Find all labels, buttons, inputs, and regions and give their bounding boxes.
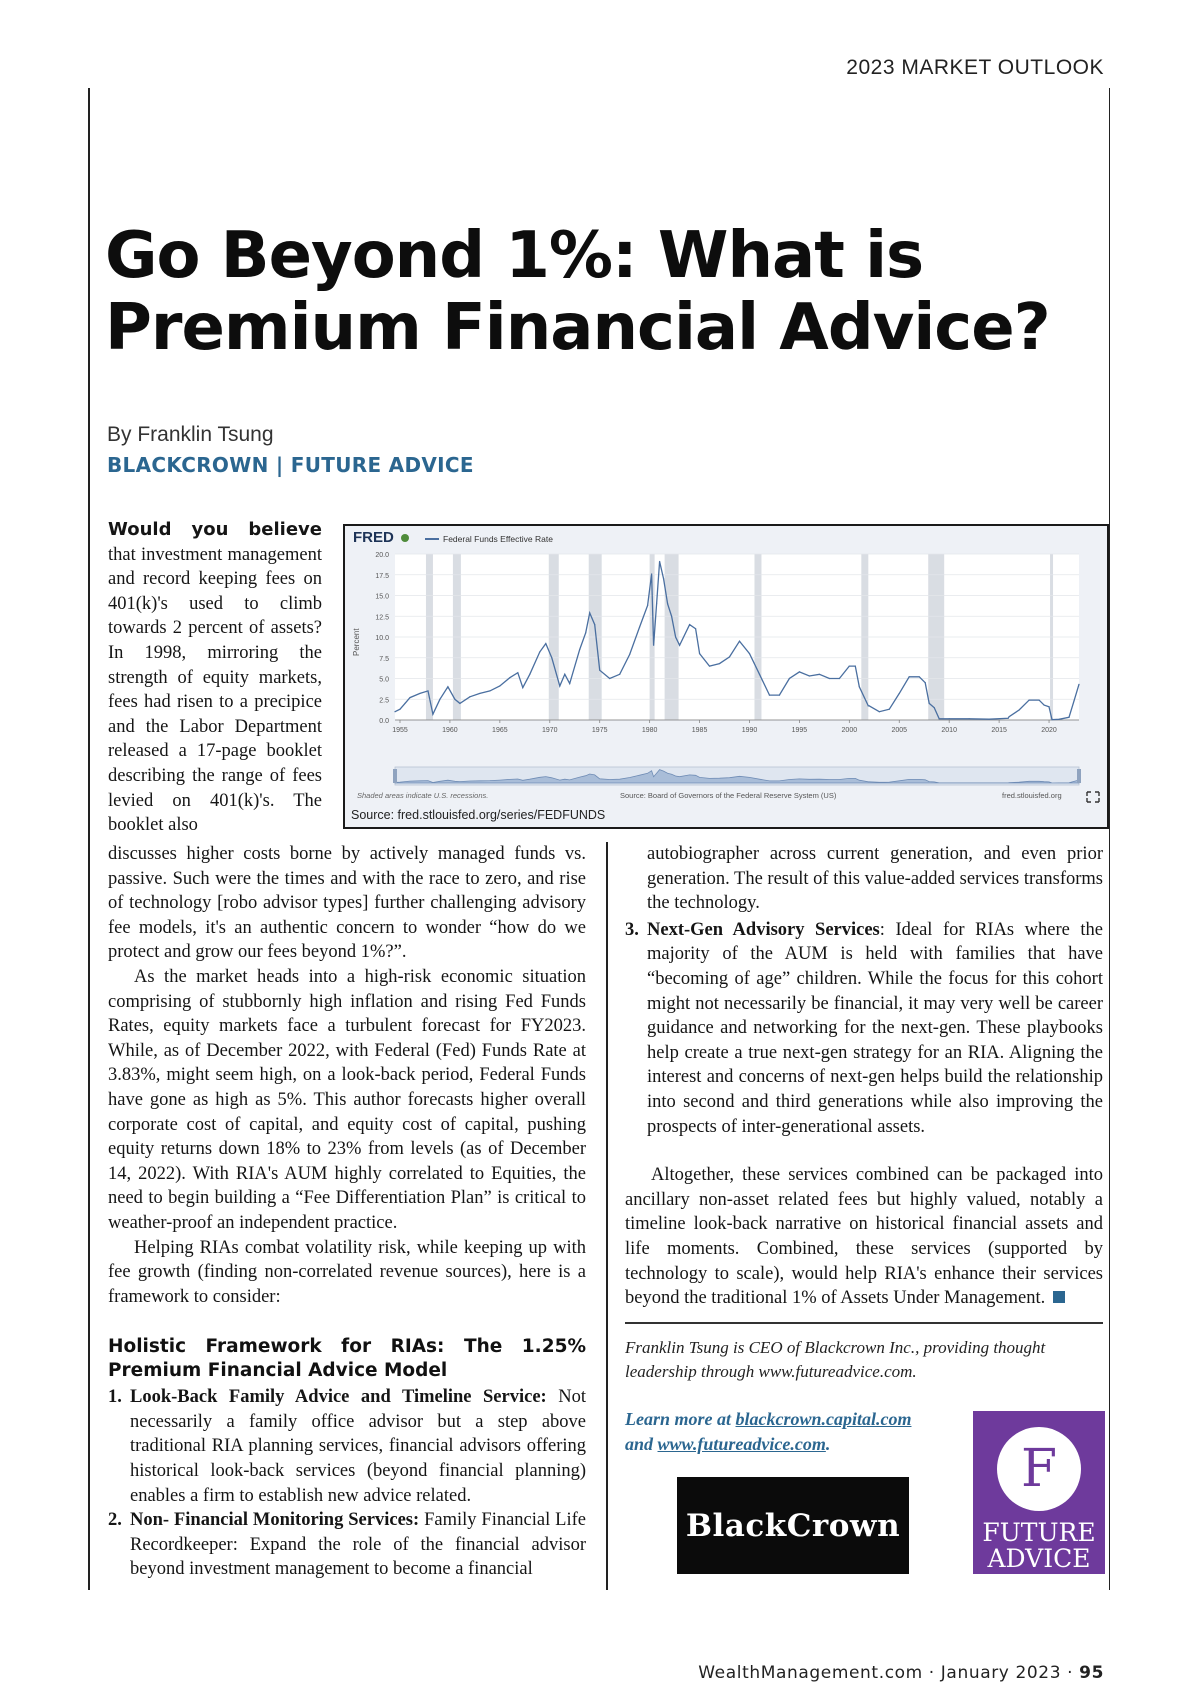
data-point [1028, 699, 1029, 700]
fred-logo-icon [401, 534, 409, 542]
list-item-title: Non- Financial Monitoring Services: [130, 1510, 420, 1531]
y-tick-label: 17.5 [375, 572, 389, 580]
list-number: 1. [108, 1387, 122, 1408]
y-tick-label: 20.0 [375, 552, 389, 559]
data-point [404, 703, 405, 704]
data-point [709, 665, 710, 666]
future-advice-line1: FUTURE [982, 1518, 1096, 1547]
data-point [651, 573, 652, 574]
data-point [1008, 718, 1009, 719]
data-point [569, 683, 570, 684]
data-point [529, 674, 530, 675]
x-tick-label: 1990 [741, 727, 758, 734]
data-point [1078, 684, 1079, 685]
data-point [739, 641, 740, 642]
list-number: 2. [108, 1510, 122, 1531]
futureadvice-link[interactable]: www.futureadvice.com [657, 1434, 826, 1454]
list-item [108, 1385, 586, 1508]
data-point [639, 626, 640, 627]
data-point [522, 687, 523, 688]
list-item [625, 918, 1103, 1139]
range-slider-left-handle[interactable] [393, 769, 397, 783]
y-tick-label: 0.0 [379, 718, 389, 725]
data-point [699, 653, 700, 654]
organization: BLACKCROWN | FUTURE ADVICE [107, 453, 474, 477]
framework-subhead: Holistic Framework for RIAs: The 1.25% Premium Financial Advice Model [108, 1336, 586, 1382]
data-point [1068, 717, 1069, 718]
fred-chart [343, 524, 1109, 829]
data-point [671, 616, 672, 617]
data-point [427, 690, 428, 691]
footnote-site: fred.stlouisfed.org [1002, 791, 1062, 800]
author-bio: Franklin Tsung is CEO of Blackcrown Inc., providing thought leadership through www.futureadvice.com. [625, 1338, 1046, 1381]
learn-more [625, 1407, 945, 1457]
x-tick-label: 1970 [541, 727, 558, 734]
data-point [1058, 719, 1059, 720]
page-footer [698, 1663, 1104, 1683]
data-point [819, 674, 820, 675]
data-point [394, 711, 395, 712]
data-point [564, 674, 565, 675]
future-advice-emblem [997, 1427, 1081, 1511]
data-point [729, 656, 730, 657]
data-point [925, 682, 926, 683]
data-point [1043, 704, 1044, 705]
data-point [619, 674, 620, 675]
x-tick-label: 2010 [941, 727, 957, 734]
future-advice-wordmark [982, 1520, 1095, 1572]
data-point [855, 665, 856, 666]
column-divider [606, 842, 608, 1590]
data-point [629, 654, 630, 655]
page-number: 95 [1079, 1663, 1104, 1683]
list-item [108, 1508, 586, 1582]
data-point [489, 690, 490, 691]
x-tick-label: 1960 [442, 727, 458, 734]
learn-and: and [625, 1434, 654, 1454]
data-point [1048, 706, 1049, 707]
future-advice-line2: ADVICE [987, 1544, 1091, 1573]
list-item-text: Not necessarily a family office advisor but a step above traditional RIA planning services, financial advisors offering historical look-back services (beyond financial planning) enables a firm to establish new advice related. [130, 1387, 586, 1506]
data-point [969, 718, 970, 719]
data-point [849, 665, 850, 666]
data-point [839, 678, 840, 679]
y-tick-label: 2.5 [379, 697, 389, 705]
data-point [869, 705, 870, 706]
data-point [689, 624, 690, 625]
y-tick-label: 12.5 [375, 614, 389, 622]
data-point [1051, 719, 1052, 720]
data-point [459, 703, 460, 704]
column-two [625, 842, 1103, 1311]
data-point [829, 678, 830, 679]
learn-prefix: Learn more at [625, 1409, 731, 1429]
intro-text [108, 518, 322, 838]
data-point [719, 663, 720, 664]
y-tick-label: 7.5 [379, 655, 389, 663]
fred-chart-svg [345, 526, 1107, 827]
data-point [479, 693, 480, 694]
end-mark-icon [1053, 1291, 1065, 1303]
data-point [439, 699, 440, 700]
data-point [859, 686, 860, 687]
x-tick-label: 1980 [641, 727, 658, 734]
data-point [939, 718, 940, 719]
data-point [509, 677, 510, 678]
learn-suffix: . [825, 1434, 831, 1454]
data-point [909, 676, 910, 677]
article-title: Go Beyond 1%: What is Premium Financial Advice? [105, 219, 1050, 365]
data-point [454, 699, 455, 700]
data-point [934, 707, 935, 708]
data-point [919, 676, 920, 677]
data-point [889, 709, 890, 710]
data-point [647, 605, 648, 606]
data-point [789, 678, 790, 679]
x-tick-label: 1975 [591, 727, 608, 734]
bio-divider [625, 1322, 1103, 1324]
data-point [551, 657, 552, 658]
data-point [879, 711, 880, 712]
data-point [929, 703, 930, 704]
header-label: 2023 MARKET OUTLOOK [846, 56, 1104, 79]
data-point [409, 697, 410, 698]
col1-paragraph-3: Helping RIAs combat volatility risk, while keeping up with fee growth (finding non-correlated revenue sources), here is a framework to consider: [108, 1237, 586, 1307]
top-vertical-rule [88, 88, 90, 1590]
data-point [799, 671, 800, 672]
data-point [579, 649, 580, 650]
y-tick-label: 10.0 [375, 635, 389, 642]
x-tick-label: 1985 [691, 727, 708, 734]
data-point [667, 603, 668, 604]
data-point [695, 628, 696, 629]
data-point [589, 612, 590, 613]
data-point [679, 645, 680, 646]
list-item-title: Next-Gen Advisory Services [647, 919, 880, 940]
data-point [1038, 699, 1039, 700]
blackcrown-link[interactable]: blackcrown.capital.com [735, 1409, 912, 1429]
framework-list-continued [625, 918, 1103, 1139]
fred-logo-text: FRED [353, 529, 394, 546]
footnote-source: Source: Board of Governors of the Federal Reserve System (US) [620, 791, 837, 800]
data-point [559, 685, 560, 686]
data-point [545, 643, 546, 644]
data-point [663, 578, 664, 579]
blackcrown-logo-text: BlackCrown [685, 1507, 901, 1544]
data-point [949, 718, 950, 719]
data-point [809, 675, 810, 676]
data-point [499, 685, 500, 686]
future-advice-letter: F [1020, 1439, 1058, 1499]
col1-paragraph-2: As the market heads into a high-risk economic situation comprising of stubbornly high inflation and rising Fed Funds Rates, equity markets face a turbulent forecast for FY2023. While, as of December 2022, with Federal (Fed) Funds Rate at 3.83%, might seem high, on a look-back period, Federal Funds have gone as high as 5%. This author forecasts higher overall corporate cost of capital, and equity cost of capital, pushing equity returns down 18% to 23% from levels (as of December 14, 2022). With RIA's AUM highly correlated to Equities, the need to begin building a “Fee Differentiation Plan” is critical to weather-proof an independent practice. [108, 966, 586, 1233]
x-tick-label: 1995 [791, 727, 808, 734]
future-advice-logo [973, 1411, 1105, 1574]
data-point [653, 645, 654, 646]
list-item-text: Family Financial Life Recordkeeper: Expand the role of the financial advisor beyond investment management to become a financial [130, 1510, 586, 1580]
byline: By Franklin Tsung [107, 423, 274, 446]
data-point [989, 719, 990, 720]
x-tick-label: 1965 [492, 727, 508, 734]
framework-list [108, 1385, 586, 1582]
x-tick-label: 1955 [392, 727, 408, 734]
footnote-recessions: Shaded areas indicate U.S. recessions. [357, 791, 489, 800]
data-point [1009, 716, 1010, 717]
col1-paragraph-1: discusses higher costs borne by actively managed funds vs. passive. Such were the times and with the race to zero, and rise of technology [robo advisor types] further challenging advisory fee models, it's an authentic concern to wonder “how do we protect and grow our fees beyond 1%?”. [108, 844, 586, 963]
data-point [759, 674, 760, 675]
data-point [517, 672, 518, 673]
data-point [609, 678, 610, 679]
x-tick-label: 2000 [841, 727, 858, 734]
data-point [1018, 709, 1019, 710]
x-tick-label: 2005 [891, 727, 908, 734]
right-vertical-rule [1109, 88, 1111, 1590]
list-item-text: : Ideal for RIAs where the majority of the AUM is held with families that have “becoming of age” children. While the focus for this cohort might not necessarily be financial, it may very well be career guidance and networking for the next-gen. These playbooks help create a true next-gen strategy for an RIA. Aligning the interest and concerns of next-gen helps build the relationship into second and third generations while also improving the prospects of inter-generational assets. [647, 919, 1103, 1137]
legend-label: Federal Funds Effective Rate [443, 534, 553, 544]
column-one [108, 842, 586, 1582]
data-point [399, 709, 400, 710]
data-point [1073, 700, 1074, 701]
intro-lead: Would you believe [108, 519, 322, 540]
x-tick-label: 2020 [1041, 727, 1057, 734]
data-point [469, 696, 470, 697]
y-axis-label: Percent [352, 628, 361, 656]
list-item-2-continued: autobiographer across current generation, and even prior generation. The result of this value-added services transforms the technology. [647, 844, 1103, 914]
data-point [899, 693, 900, 694]
list-number: 3. [625, 919, 639, 940]
data-point [656, 603, 657, 604]
list-item-title: Look-Back Family Advice and Timeline Service: [130, 1387, 547, 1408]
data-point [599, 670, 600, 671]
data-point [594, 624, 595, 625]
x-tick-label: 2015 [991, 727, 1007, 734]
y-tick-label: 5.0 [379, 676, 389, 684]
data-point [539, 651, 540, 652]
data-point [659, 561, 660, 562]
closing-text: Altogether, these services combined can be packaged into ancillary non-asset related fees but highly valued, notably a timeline look-back narrative on historical financial assets and life moments. Combined, these services (supported by technology to scale), would help RIA's enhance their services beyond the traditional 1% of Assets Under Management. [625, 1165, 1103, 1309]
chart-source-caption: Source: fred.stlouisfed.org/series/FEDFUNDS [351, 808, 606, 822]
data-point [769, 695, 770, 696]
data-point [419, 693, 420, 694]
data-point [447, 686, 448, 687]
y-tick-label: 15.0 [375, 593, 389, 601]
data-point [749, 653, 750, 654]
closing-paragraph [625, 1163, 1103, 1311]
data-point [675, 636, 676, 637]
blackcrown-logo [677, 1477, 909, 1574]
intro-body: that investment management and record keeping fees on 401(k)'s used to climb towards 2 percent of assets? In 1998, mirroring the strength of equity markets, fees had risen to a precipice and the Labor Department released a 17-page booklet describing the range of fees levied on 401(k)'s. The booklet also [108, 544, 322, 836]
range-slider-right-handle[interactable] [1077, 769, 1081, 783]
data-point [432, 714, 433, 715]
data-point [585, 632, 586, 633]
data-point [779, 695, 780, 696]
footer-site: WealthManagement.com · January 2023 · [698, 1663, 1080, 1683]
